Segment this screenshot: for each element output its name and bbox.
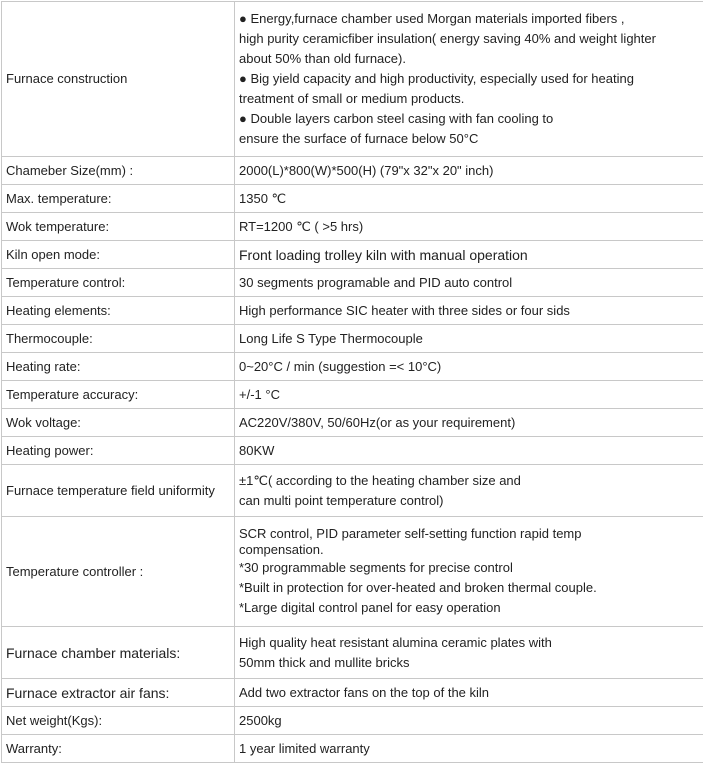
table-row bbox=[2, 213, 703, 241]
row-value bbox=[235, 353, 703, 381]
table-row bbox=[2, 627, 703, 679]
table-row bbox=[2, 707, 703, 735]
row-value bbox=[235, 297, 703, 325]
row-label: Net weight(Kgs): bbox=[2, 707, 235, 735]
row-value bbox=[235, 2, 703, 157]
value-line: 30 segments programable and PID auto control bbox=[239, 273, 703, 293]
table-row bbox=[2, 269, 703, 297]
table-row bbox=[2, 297, 703, 325]
value-line: *Built in protection for over-heated and broken thermal couple. bbox=[239, 578, 703, 598]
row-label: Wok temperature: bbox=[2, 213, 235, 241]
table-row bbox=[2, 381, 703, 409]
row-label: Chameber Size(mm) : bbox=[2, 157, 235, 185]
row-value bbox=[235, 437, 703, 465]
value-line: Front loading trolley kiln with manual operation bbox=[239, 245, 703, 265]
value-line: can multi point temperature control) bbox=[239, 491, 703, 511]
table-row bbox=[2, 679, 703, 707]
value-line: 0~20°C / min (suggestion =< 10°C) bbox=[239, 357, 703, 377]
value-line: RT=1200 ℃ ( >5 hrs) bbox=[239, 217, 703, 237]
table-row bbox=[2, 437, 703, 465]
row-label: Thermocouple: bbox=[2, 325, 235, 353]
table-row bbox=[2, 409, 703, 437]
row-value bbox=[235, 381, 703, 409]
value-line: 2000(L)*800(W)*500(H) (79"x 32"x 20" inch) bbox=[239, 161, 703, 181]
row-value bbox=[235, 517, 703, 627]
row-value bbox=[235, 735, 703, 763]
row-label: Max. temperature: bbox=[2, 185, 235, 213]
value-line: ● Double layers carbon steel casing with fan cooling to bbox=[239, 109, 703, 129]
value-line: *Large digital control panel for easy operation bbox=[239, 598, 703, 618]
value-line: ensure the surface of furnace below 50°C bbox=[239, 129, 703, 149]
value-line: *30 programmable segments for precise control bbox=[239, 558, 703, 578]
value-line: 50mm thick and mullite bricks bbox=[239, 653, 703, 673]
value-line: SCR control, PID parameter self-setting function rapid temp bbox=[239, 526, 703, 542]
table-row bbox=[2, 325, 703, 353]
row-value bbox=[235, 325, 703, 353]
value-line: +/-1 °C bbox=[239, 385, 703, 405]
row-label: Warranty: bbox=[2, 735, 235, 763]
value-line: ● Big yield capacity and high productivity, especially used for heating bbox=[239, 69, 703, 89]
value-line: high purity ceramicfiber insulation( energy saving 40% and weight lighter bbox=[239, 29, 703, 49]
row-value bbox=[235, 409, 703, 437]
row-label: Temperature controller : bbox=[2, 517, 235, 627]
value-line: High performance SIC heater with three sides or four sids bbox=[239, 301, 703, 321]
row-value bbox=[235, 679, 703, 707]
row-label: Heating elements: bbox=[2, 297, 235, 325]
row-value bbox=[235, 157, 703, 185]
value-line: High quality heat resistant alumina ceramic plates with bbox=[239, 633, 703, 653]
value-line: Long Life S Type Thermocouple bbox=[239, 329, 703, 349]
value-line: 2500kg bbox=[239, 711, 703, 731]
value-line: AC220V/380V, 50/60Hz(or as your requirement) bbox=[239, 413, 703, 433]
value-line: ● Energy,furnace chamber used Morgan materials imported fibers , bbox=[239, 9, 703, 29]
row-label: Furnace extractor air fans: bbox=[2, 679, 235, 707]
table-row bbox=[2, 465, 703, 517]
table-row bbox=[2, 185, 703, 213]
table-row bbox=[2, 517, 703, 627]
value-line: ±1℃( according to the heating chamber size and bbox=[239, 471, 703, 491]
row-value bbox=[235, 185, 703, 213]
table-row bbox=[2, 353, 703, 381]
table-row bbox=[2, 157, 703, 185]
value-line: Add two extractor fans on the top of the kiln bbox=[239, 683, 703, 703]
table-row bbox=[2, 735, 703, 763]
value-line: 80KW bbox=[239, 441, 703, 461]
row-label: Heating rate: bbox=[2, 353, 235, 381]
spec-table bbox=[1, 1, 703, 763]
row-label: Wok voltage: bbox=[2, 409, 235, 437]
value-line: treatment of small or medium products. bbox=[239, 89, 703, 109]
value-line: about 50% than old furnace). bbox=[239, 49, 703, 69]
row-label: Temperature control: bbox=[2, 269, 235, 297]
row-value bbox=[235, 241, 703, 269]
row-label: Furnace construction bbox=[2, 2, 235, 157]
row-value bbox=[235, 465, 703, 517]
row-value bbox=[235, 213, 703, 241]
table-row bbox=[2, 2, 703, 157]
row-label: Kiln open mode: bbox=[2, 241, 235, 269]
row-label: Temperature accuracy: bbox=[2, 381, 235, 409]
value-line: compensation. bbox=[239, 542, 703, 558]
row-label: Furnace chamber materials: bbox=[2, 627, 235, 679]
row-value bbox=[235, 707, 703, 735]
row-label: Heating power: bbox=[2, 437, 235, 465]
row-label: Furnace temperature field uniformity bbox=[2, 465, 235, 517]
value-line: 1 year limited warranty bbox=[239, 739, 703, 759]
row-value bbox=[235, 269, 703, 297]
row-value bbox=[235, 627, 703, 679]
table-row bbox=[2, 241, 703, 269]
value-line: 1350 ℃ bbox=[239, 189, 703, 209]
